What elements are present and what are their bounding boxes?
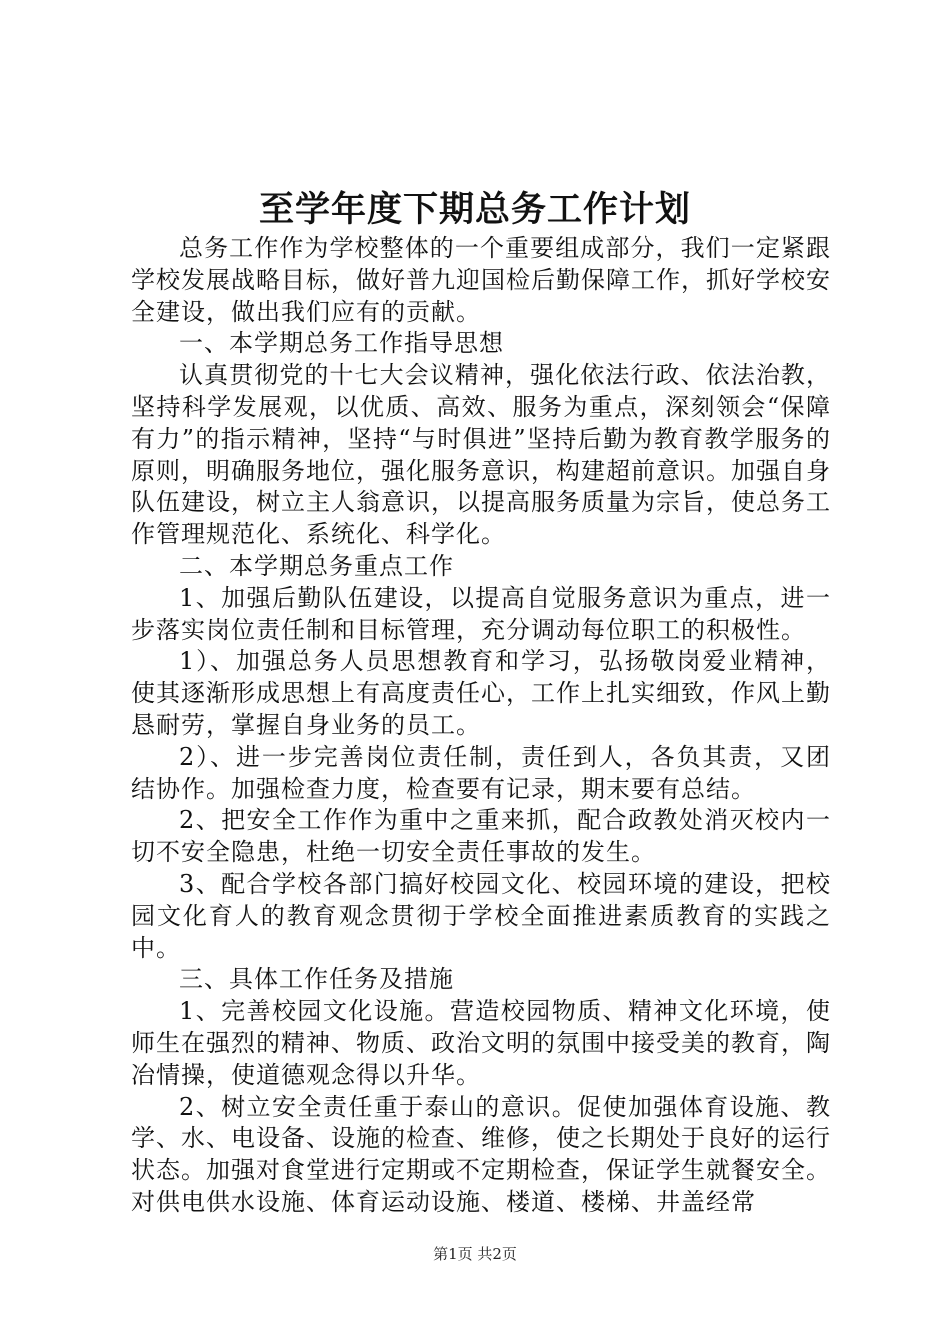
body-paragraph: 2）、进一步完善岗位责任制，责任到人，各负其责，又团结协作。加强检查力度，检查要有记录，期末要有总结。 — [131, 742, 831, 803]
body-paragraph: 3、配合学校各部门搞好校园文化、校园环境的建设，把校园文化育人的教育观念贯彻于学校全面推进素质教育的实践之中。 — [131, 869, 831, 962]
body-paragraph: 2、把安全工作作为重中之重来抓，配合政教处消灭校内一切不安全隐患，杜绝一切安全责任事故的发生。 — [131, 806, 831, 867]
section-heading: 二、本学期总务重点工作 — [179, 551, 454, 580]
body-paragraph: 认真贯彻党的十七大会议精神，强化依法行政、依法治教，坚持科学发展观，以优质、高效、服务为重点，深刻领会“保障有力”的指示精神，坚持“与时俱进”坚持后勤为教育教学服务的原则，明确服务地位，强化服务意识，构建超前意识。加强自身队伍建设，树立主人翁意识，以提高服务质量为宗旨，使总务工作管理规范化、系统化、科学化。 — [131, 361, 831, 549]
body-paragraph: 1、加强后勤队伍建设，以提高自觉服务意识为重点，进一步落实岗位责任制和目标管理，充分调动每位职工的积极性。 — [131, 583, 831, 644]
body-paragraph: 2、树立安全责任重于泰山的意识。促使加强体育设施、教学、水、电设备、设施的检查、维修，使之长期处于良好的运行状态。加强对食堂进行定期或不定期检查，保证学生就餐安全。对供电供水设施、体育运动设施、楼道、楼梯、井盖经常 — [131, 1092, 831, 1216]
section-heading: 三、具体工作任务及措施 — [179, 965, 454, 994]
document-body — [131, 233, 831, 1219]
body-paragraph: 1、完善校园文化设施。营造校园物质、精神文化环境，使师生在强烈的精神、物质、政治文明的氛围中接受美的教育，陶冶情操，使道德观念得以升华。 — [131, 997, 831, 1089]
body-paragraph: 1）、加强总务人员思想教育和学习，弘扬敬岗爱业精神，使其逐渐形成思想上有高度责任心，工作上扎实细致，作风上勤恳耐劳，掌握自身业务的员工。 — [131, 647, 831, 739]
page-footer: 第1页 共2页 — [433, 1245, 517, 1263]
section-heading: 一、本学期总务工作指导思想 — [179, 329, 504, 358]
page-title: 至学年度下期总务工作计划 — [258, 189, 691, 230]
intro-paragraph: 总务工作作为学校整体的一个重要组成部分，我们一定紧跟学校发展战略目标，做好普九迎国检后勤保障工作，抓好学校安全建设，做出我们应有的贡献。 — [131, 234, 831, 326]
